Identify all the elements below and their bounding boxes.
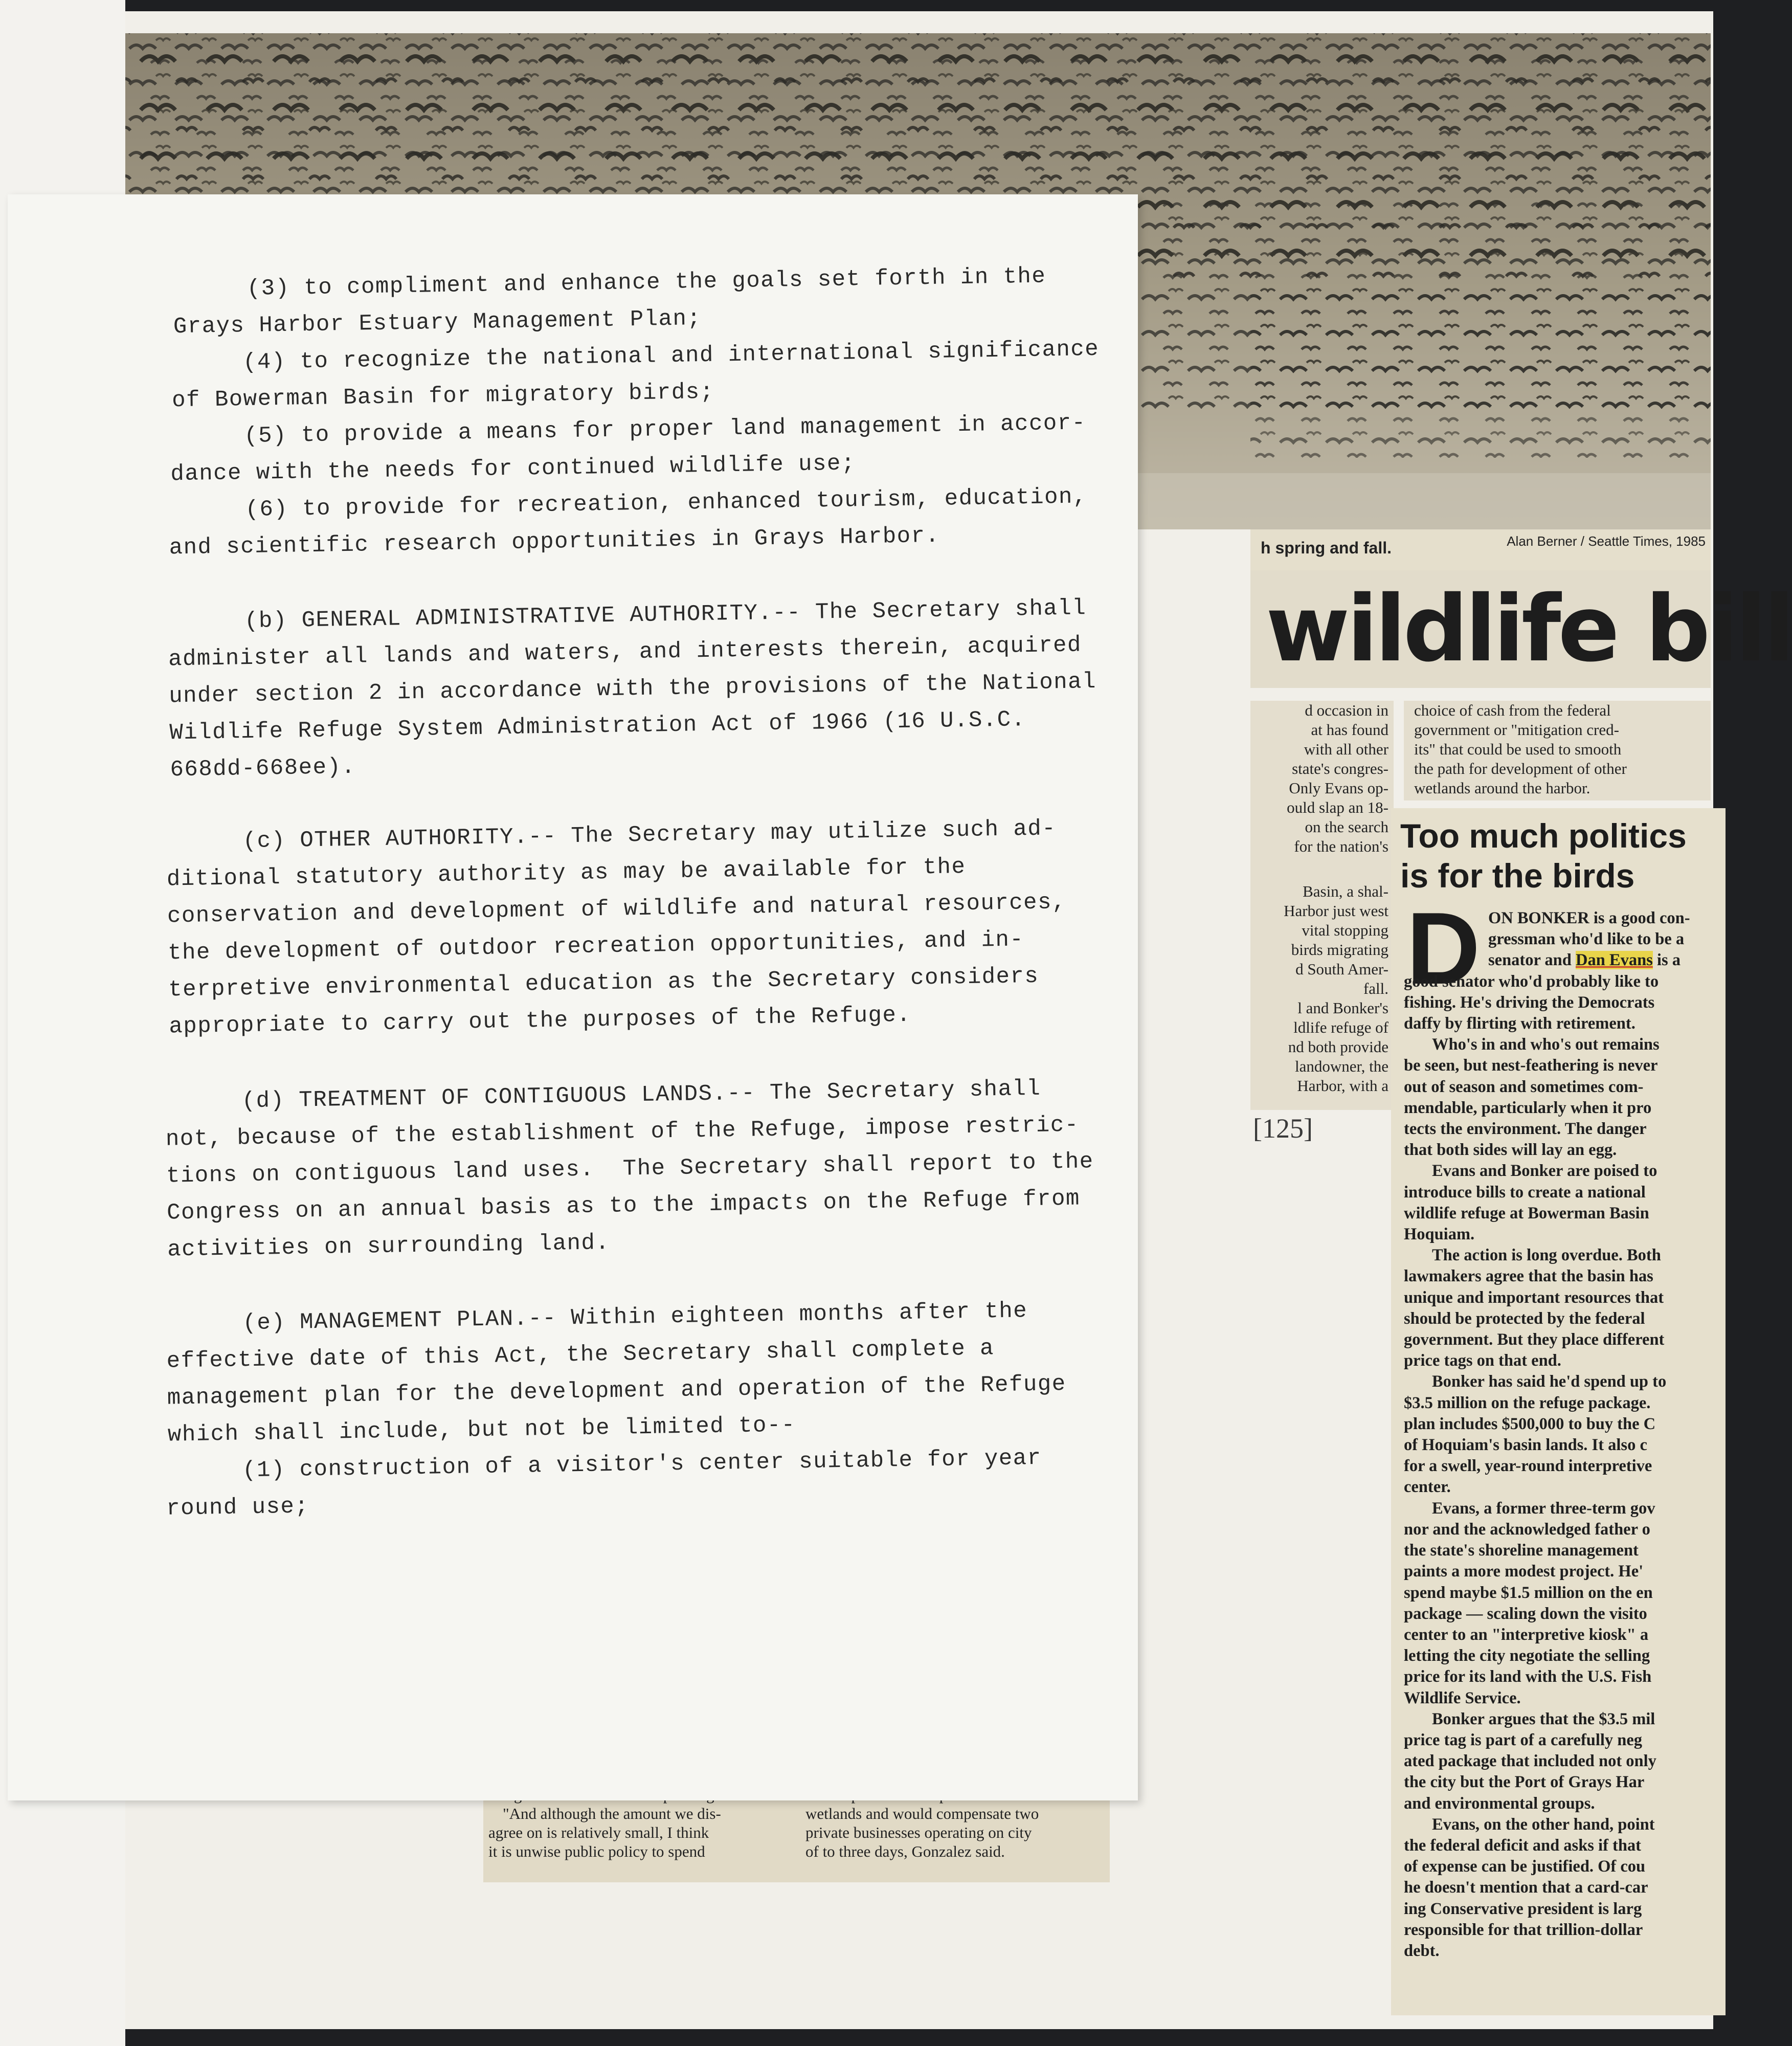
editorial-line: Bonker has said he'd spend up to [1432, 1372, 1667, 1391]
editorial-line: of expense can be justified. Of cou [1404, 1857, 1646, 1876]
article-line: landowner, the [1295, 1057, 1388, 1075]
typed-line: tions on contiguous land uses. The Secretary shall report to the [166, 1149, 1094, 1189]
editorial-line: Evans and Bonker are poised to [1432, 1162, 1657, 1181]
editorial-line: the federal deficit and asks if that [1404, 1836, 1641, 1855]
editorial-line: spend maybe $1.5 million on the en [1404, 1583, 1653, 1602]
editorial-line: gressman who'd like to be a [1488, 930, 1685, 949]
article-line: nd both provide [1288, 1038, 1388, 1056]
editorial-line: should be protected by the federal [1404, 1309, 1645, 1328]
editorial-line: Evans, a former three-term gov [1432, 1499, 1655, 1518]
typed-line: administer all lands and waters, and interests therein, acquired [168, 632, 1082, 673]
article-line: agree on is relatively small, I think [488, 1823, 709, 1841]
article-line: wetlands around the harbor. [1414, 779, 1591, 797]
editorial-line: price tags on that end. [1404, 1351, 1561, 1370]
editorial-line: Wildlife Service. [1404, 1688, 1521, 1707]
article-line: on the search [1305, 818, 1388, 836]
editorial-line: Bonker argues that the $3.5 mil [1432, 1709, 1655, 1728]
editorial-line: wildlife refuge at Bowerman Basin [1404, 1204, 1649, 1222]
editorial-line: center. [1404, 1478, 1451, 1497]
typed-line: not, because of the establishment of the Refuge, impose restric- [165, 1112, 1079, 1152]
editorial-line: Evans, on the other hand, point [1432, 1815, 1655, 1834]
editorial-title-line-1: Too much politics [1400, 817, 1687, 855]
article-line: Harbor, with a [1297, 1077, 1388, 1095]
editorial-line: for a swell, year-round interpretive [1404, 1457, 1652, 1476]
typed-line: (e) MANAGEMENT PLAN.-- Within eighteen months after the [242, 1298, 1028, 1337]
typed-line: (6) to provide for recreation, enhanced tourism, education, [245, 484, 1088, 523]
typed-line: the development of outdoor recreation opportunities, and in- [167, 927, 1024, 966]
editorial-line: nor and the acknowledged father o [1404, 1520, 1650, 1539]
typed-document-page [8, 194, 1138, 1800]
editorial-line: $3.5 million on the refuge package. [1404, 1393, 1651, 1412]
article-column-left [1250, 701, 1394, 1110]
typed-line: management plan for the development and operation of the Refuge [167, 1371, 1067, 1411]
photo-caption-strip [1250, 529, 1711, 570]
typed-line: conservation and development of wildlife and natural resources, [167, 889, 1067, 929]
typed-line: which shall include, but not be limited to-- [167, 1412, 796, 1448]
typed-line: (b) GENERAL ADMINISTRATIVE AUTHORITY.-- The Secretary shall [244, 595, 1087, 635]
editorial-line: debt. [1404, 1941, 1440, 1960]
article-line: vital stopping [1302, 921, 1388, 939]
article-line: its" that could be used to smooth [1414, 740, 1622, 758]
typed-line: (5) to provide a means for proper land management in accor- [243, 410, 1086, 450]
article-line: government or "mitigation cred- [1414, 721, 1619, 739]
editorial-line: ated package that included not only [1404, 1752, 1656, 1771]
article-line: of to three days, Gonzalez said. [805, 1842, 1005, 1860]
editorial-title-line-2: is for the birds [1400, 857, 1635, 895]
article-column-right [1404, 701, 1711, 800]
article-line: d South Amer- [1295, 960, 1388, 978]
editorial-line: good senator who'd probably like to [1404, 972, 1659, 991]
typed-line: (c) OTHER AUTHORITY.-- The Secretary may utilize such ad- [242, 816, 1057, 855]
article-line: choice of cash from the federal [1414, 701, 1611, 719]
typed-line: Congress on an annual basis as to the impacts on the Refuge from [166, 1186, 1081, 1226]
editorial-line: Hoquiam. [1404, 1225, 1475, 1244]
typed-line: (d) TREATMENT OF CONTIGUOUS LANDS.-- The Secretary shall [241, 1076, 1041, 1115]
editorial-line: ON BONKER is a good con- [1488, 909, 1690, 927]
article-column-left-top [1250, 701, 1394, 856]
article-line: fall. [1363, 980, 1388, 997]
typed-line: effective date of this Act, the Secretary shall complete a [166, 1336, 995, 1374]
editorial-line: plan includes $500,000 to buy the C [1404, 1414, 1656, 1433]
highlighted-name: Dan Evans [1575, 951, 1653, 970]
article-column-right-text [1404, 701, 1711, 798]
editorial-line: the state's shoreline management [1404, 1541, 1639, 1560]
article-line: ould slap an 18- [1287, 798, 1388, 816]
editorial-line: daffy by flirting with retirement. [1404, 1014, 1636, 1033]
headline: wildlife bill [1266, 576, 1792, 682]
typed-line: dance with the needs for continued wildlife use; [170, 451, 856, 487]
editorial-line: package — scaling down the visito [1404, 1604, 1647, 1623]
editorial-line: out of season and sometimes com- [1404, 1077, 1644, 1096]
typed-line: (1) construction of a visitor's center suitable for year [242, 1445, 1042, 1484]
editorial-line: lawmakers agree that the basin has [1404, 1267, 1653, 1286]
editorial-line: paints a more modest project. He' [1404, 1562, 1644, 1581]
typed-line: Wildlife Refuge System Administration Act of 1966 (16 U.S.C. [169, 707, 1026, 746]
typed-line: terpretive environmental education as the Secretary considers [168, 963, 1039, 1003]
editorial-drop-cap: D [1406, 892, 1481, 1006]
typed-line: 668dd-668ee). [170, 754, 356, 783]
typed-line: (3) to compliment and enhance the goals set forth in the [247, 263, 1046, 302]
editorial-line: The action is long overdue. Both [1432, 1246, 1661, 1265]
editorial-line: letting the city negotiate the selling [1404, 1647, 1650, 1665]
editorial-line: government. But they place different [1404, 1330, 1665, 1349]
typed-line: Grays Harbor Estuary Management Plan; [173, 306, 702, 340]
article-line: for the nation's [1294, 837, 1388, 855]
editorial-title [1400, 816, 1687, 896]
editorial-clipping [1391, 808, 1726, 2015]
article-line: l and Bonker's [1297, 999, 1388, 1017]
editorial-line: center to an "interpretive kiosk" a [1404, 1625, 1649, 1644]
article-line: ldlife refuge of [1293, 1018, 1388, 1036]
article-column-left-bottom [1250, 882, 1394, 1096]
photo-caption: h spring and fall. [1261, 539, 1392, 557]
editorial-line: unique and important resources that [1404, 1288, 1664, 1307]
article-line: d occasion in [1305, 701, 1388, 719]
editorial-line: mendable, particularly when it pro [1404, 1098, 1652, 1117]
article-line: state's congres- [1292, 760, 1388, 777]
typed-line: ditional statutory authority as may be available for the [166, 854, 966, 893]
editorial-line: he doesn't mention that a card-car [1404, 1878, 1648, 1897]
article-line: it is unwise public policy to spend [488, 1842, 705, 1860]
editorial-line: introduce bills to create a national [1404, 1183, 1646, 1202]
editorial-body [1404, 908, 1731, 1962]
article-line: "And although the amount we dis- [503, 1805, 721, 1822]
editorial-line: and environmental groups. [1404, 1794, 1595, 1813]
typed-line: activities on surrounding land. [167, 1230, 610, 1263]
editorial-line: senator and Dan Evans is a [1488, 951, 1681, 970]
editorial-line: the city but the Port of Grays Har [1404, 1773, 1645, 1792]
article-line: at has found [1311, 721, 1388, 739]
typed-line: round use; [166, 1494, 309, 1522]
editorial-line: ing Conservative president is larg [1404, 1899, 1642, 1918]
editorial-line: price tag is part of a carefully neg [1404, 1730, 1643, 1749]
headline-clipping [1250, 570, 1792, 688]
typed-line: and scientific research opportunities in Grays Harbor. [169, 523, 940, 561]
typed-line: appropriate to carry out the purposes of the Refuge. [169, 1002, 911, 1040]
typed-line: under section 2 in accordance with the provisions of the National [168, 669, 1097, 709]
photo-credit: Alan Berner / Seattle Times, 1985 [1507, 533, 1706, 549]
article-line: the path for development of other [1414, 760, 1627, 777]
article-line: birds migrating [1291, 941, 1388, 959]
editorial-line: responsible for that trillion-dollar [1404, 1920, 1643, 1939]
editorial-line: be seen, but nest-feathering is never [1404, 1056, 1658, 1075]
editorial-line: of Hoquiam's basin lands. It also c [1404, 1436, 1647, 1455]
article-line: with all other [1304, 740, 1388, 758]
article-line: wetlands and would compensate two [805, 1805, 1039, 1822]
editorial-line: fishing. He's driving the Democrats [1404, 993, 1655, 1012]
typed-line: (4) to recognize the national and international significance [242, 336, 1100, 376]
article-line: Basin, a shal- [1303, 882, 1388, 900]
column-gap [1250, 856, 1394, 882]
page-number: [125] [1253, 1113, 1313, 1144]
article-line: Only Evans op- [1289, 779, 1388, 797]
typed-line: of Bowerman Basin for migratory birds; [171, 379, 714, 414]
article-line: private businesses operating on city [805, 1823, 1032, 1841]
editorial-line: price for its land with the U.S. Fish [1404, 1667, 1652, 1686]
editorial-line: tects the environment. The danger [1404, 1120, 1647, 1139]
article-line: Harbor just west [1284, 902, 1388, 920]
editorial-line: Who's in and who's out remains [1432, 1035, 1660, 1054]
editorial-line: that both sides will lay an egg. [1404, 1141, 1617, 1160]
